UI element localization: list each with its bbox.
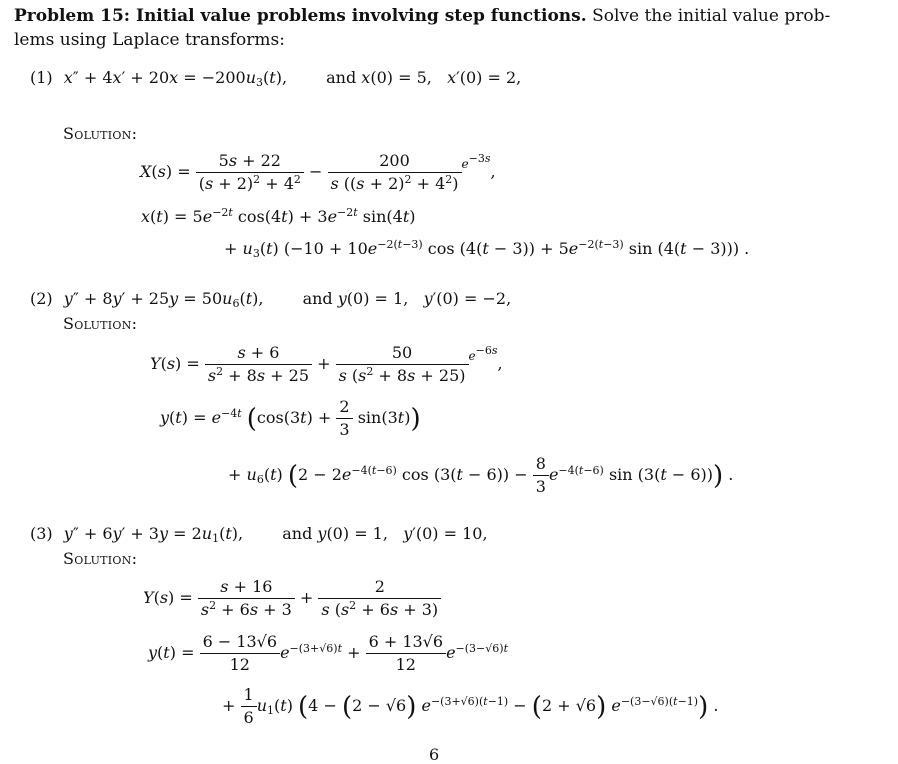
problem-3-number: (3) xyxy=(30,524,53,543)
solution-label-2: Solution: xyxy=(63,314,138,333)
solution-1-step-term: + $u_3(t) (-10 + 10e^{-2(t-3)}$ $\cos (4(t - 3)) + 5e^{-2(t-3)}$ sin (4(t − 3))) . xyxy=(224,238,750,260)
solution-label-1: Solution: xyxy=(63,124,138,143)
solution-1-time: $x(t) = 5e^{-2t}$ $\cos(4t) + 3e^{-2t}$ sin(4t) xyxy=(141,206,416,226)
solution-3-laplace: Y(s) = $\frac{s + 16}{s^2 + 6s + 3}$ + $\frac{2}{s (s^2 + 6s + 3)}$ xyxy=(143,578,441,619)
solution-2-laplace: Y(s) = $\frac{s + 6}{s^2 + 8s + 25}$ + $\frac{50}{s (s^2 + 8s + 25)}$ $^{e^{-6s}}$, xyxy=(150,343,503,385)
problem-description: Solve the initial value prob- xyxy=(592,6,831,26)
page-number: 6 xyxy=(429,745,440,764)
solution-2-step-term: + $u_6(t) (2 - 2e^{-4(t-6)}$ cos (3(t − 6)) − $\frac{8}{3}$ $e^{-4(t-6)}$ sin (3(t − 6))) . xyxy=(228,454,734,496)
problem-2-statement: (2) $y'' + 8y' + 25y = 50u_6(t)$, and y(0) = 1, y′(0) = −2, xyxy=(30,289,512,310)
problem-3-statement: (3) $y'' + 6y' + 3y = 2u_1(t)$, and y(0) = 1, y′(0) = 10, xyxy=(30,524,488,545)
problem-2-number: (2) xyxy=(30,289,53,308)
solution-2-time: $y(t) = e^{-4t}$ (cos(3t) + $\frac{2}{3}$ sin(3t)) xyxy=(160,397,421,439)
problem-1-statement: (1) $x'' + 4x' + 20x = -200u_3(t)$, and x(0) = 5, x′(0) = 2, xyxy=(30,68,522,89)
solution-1-laplace: X(s) = $\frac{5s + 22}{(s + 2)^2 + 4^2}$ − $\frac{200}{s ((s + 2)^2 + 4^2)}$ $^{e^{-3s}}$, xyxy=(140,151,496,193)
problem-1-number: (1) xyxy=(30,68,53,87)
problem-description-line2: lems using Laplace transforms: xyxy=(14,30,285,50)
solution-3-step-term: + $\frac{1}{6}$ $u_1(t) (4 - (2 - √6) e^{-(3+√6)(t-1)} - (2 + √6)$ $e^{-(3-√6)(t-1)}$) . xyxy=(222,685,719,727)
problem-header xyxy=(14,6,830,26)
solution-3-time: y(t) = $\frac{6 - 13√6}{12}$ $e^{-(3+√6)t}$ + $\frac{6 + 13√6}{12}$ $e^{-(3-√6)t}$ xyxy=(148,632,508,674)
solution-label-3: Solution: xyxy=(63,549,138,568)
problem-title: Problem 15: Initial value problems involving step functions. xyxy=(14,6,587,26)
